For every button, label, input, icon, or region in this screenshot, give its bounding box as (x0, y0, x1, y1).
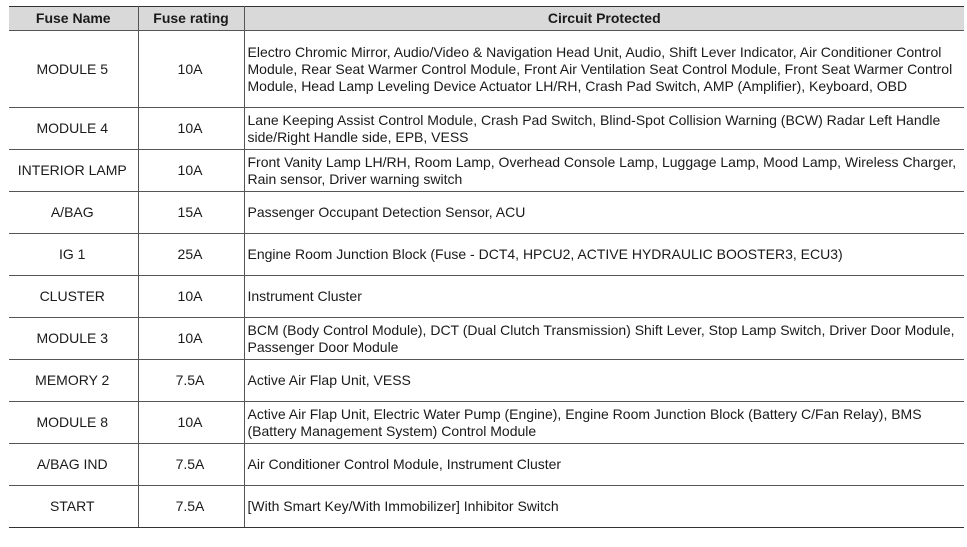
circuit-protected-cell: Active Air Flap Unit, VESS (244, 360, 964, 402)
fuse-name-cell: CLUSTER (9, 276, 138, 318)
fuse-name-cell: A/BAG IND (9, 444, 138, 486)
header-circuit-protected: Circuit Protected (244, 7, 964, 31)
fuse-rating-cell: 10A (138, 150, 244, 192)
table-row (9, 402, 964, 444)
table-row (9, 444, 964, 486)
circuit-protected-cell: Lane Keeping Assist Control Module, Crash Pad Switch, Blind-Spot Collision Warning (BCW) Radar Left Handle side/Right Handle side, EPB, VESS (244, 108, 964, 150)
header-fuse-name: Fuse Name (9, 7, 138, 31)
table-row (9, 276, 964, 318)
fuse-name-cell: MODULE 4 (9, 108, 138, 150)
circuit-protected-cell: Instrument Cluster (244, 276, 964, 318)
fuse-rating-cell: 10A (138, 276, 244, 318)
circuit-protected-cell: Front Vanity Lamp LH/RH, Room Lamp, Overhead Console Lamp, Luggage Lamp, Mood Lamp, Wireless Charger, Rain sensor, Driver warning switch (244, 150, 964, 192)
table-row (9, 360, 964, 402)
table-row (9, 318, 964, 360)
circuit-protected-cell: Engine Room Junction Block (Fuse - DCT4, HPCU2, ACTIVE HYDRAULIC BOOSTER3, ECU3) (244, 234, 964, 276)
header-fuse-rating: Fuse rating (138, 7, 244, 31)
table-row (9, 486, 964, 528)
fuse-rating-cell: 15A (138, 192, 244, 234)
table-row (9, 192, 964, 234)
table-header-row (9, 7, 964, 31)
fuse-rating-cell: 10A (138, 402, 244, 444)
fuse-name-cell: IG 1 (9, 234, 138, 276)
fuse-rating-cell: 10A (138, 108, 244, 150)
table-row (9, 150, 964, 192)
circuit-protected-cell: Active Air Flap Unit, Electric Water Pump (Engine), Engine Room Junction Block (Battery C/Fan Relay), BMS (Battery Management System) Control Module (244, 402, 964, 444)
fuse-table-container (9, 6, 964, 528)
fuse-name-cell: A/BAG (9, 192, 138, 234)
fuse-name-cell: MODULE 8 (9, 402, 138, 444)
circuit-protected-cell: BCM (Body Control Module), DCT (Dual Clutch Transmission) Shift Lever, Stop Lamp Switch, Driver Door Module, Passenger Door Module (244, 318, 964, 360)
table-row (9, 234, 964, 276)
circuit-protected-cell: Air Conditioner Control Module, Instrument Cluster (244, 444, 964, 486)
table-row (9, 31, 964, 108)
circuit-protected-cell: [With Smart Key/With Immobilizer] Inhibitor Switch (244, 486, 964, 528)
fuse-rating-cell: 7.5A (138, 360, 244, 402)
fuse-rating-cell: 7.5A (138, 444, 244, 486)
fuse-rating-cell: 7.5A (138, 486, 244, 528)
circuit-protected-cell: Electro Chromic Mirror, Audio/Video & Navigation Head Unit, Audio, Shift Lever Indicator, Air Conditioner Control Module, Rear Seat Warmer Control Module, Front Air Ventilation Seat Control Module, Front Seat Warmer Control Module, Head Lamp Leveling Device Actuator LH/RH, Crash Pad Switch, AMP (Amplifier), Keyboard, OBD (244, 31, 964, 108)
fuse-rating-cell: 10A (138, 31, 244, 108)
fuse-name-cell: INTERIOR LAMP (9, 150, 138, 192)
fuse-table (9, 6, 964, 528)
fuse-rating-cell: 10A (138, 318, 244, 360)
table-row (9, 108, 964, 150)
fuse-rating-cell: 25A (138, 234, 244, 276)
fuse-name-cell: MODULE 3 (9, 318, 138, 360)
fuse-name-cell: MEMORY 2 (9, 360, 138, 402)
fuse-name-cell: MODULE 5 (9, 31, 138, 108)
circuit-protected-cell: Passenger Occupant Detection Sensor, ACU (244, 192, 964, 234)
fuse-name-cell: START (9, 486, 138, 528)
